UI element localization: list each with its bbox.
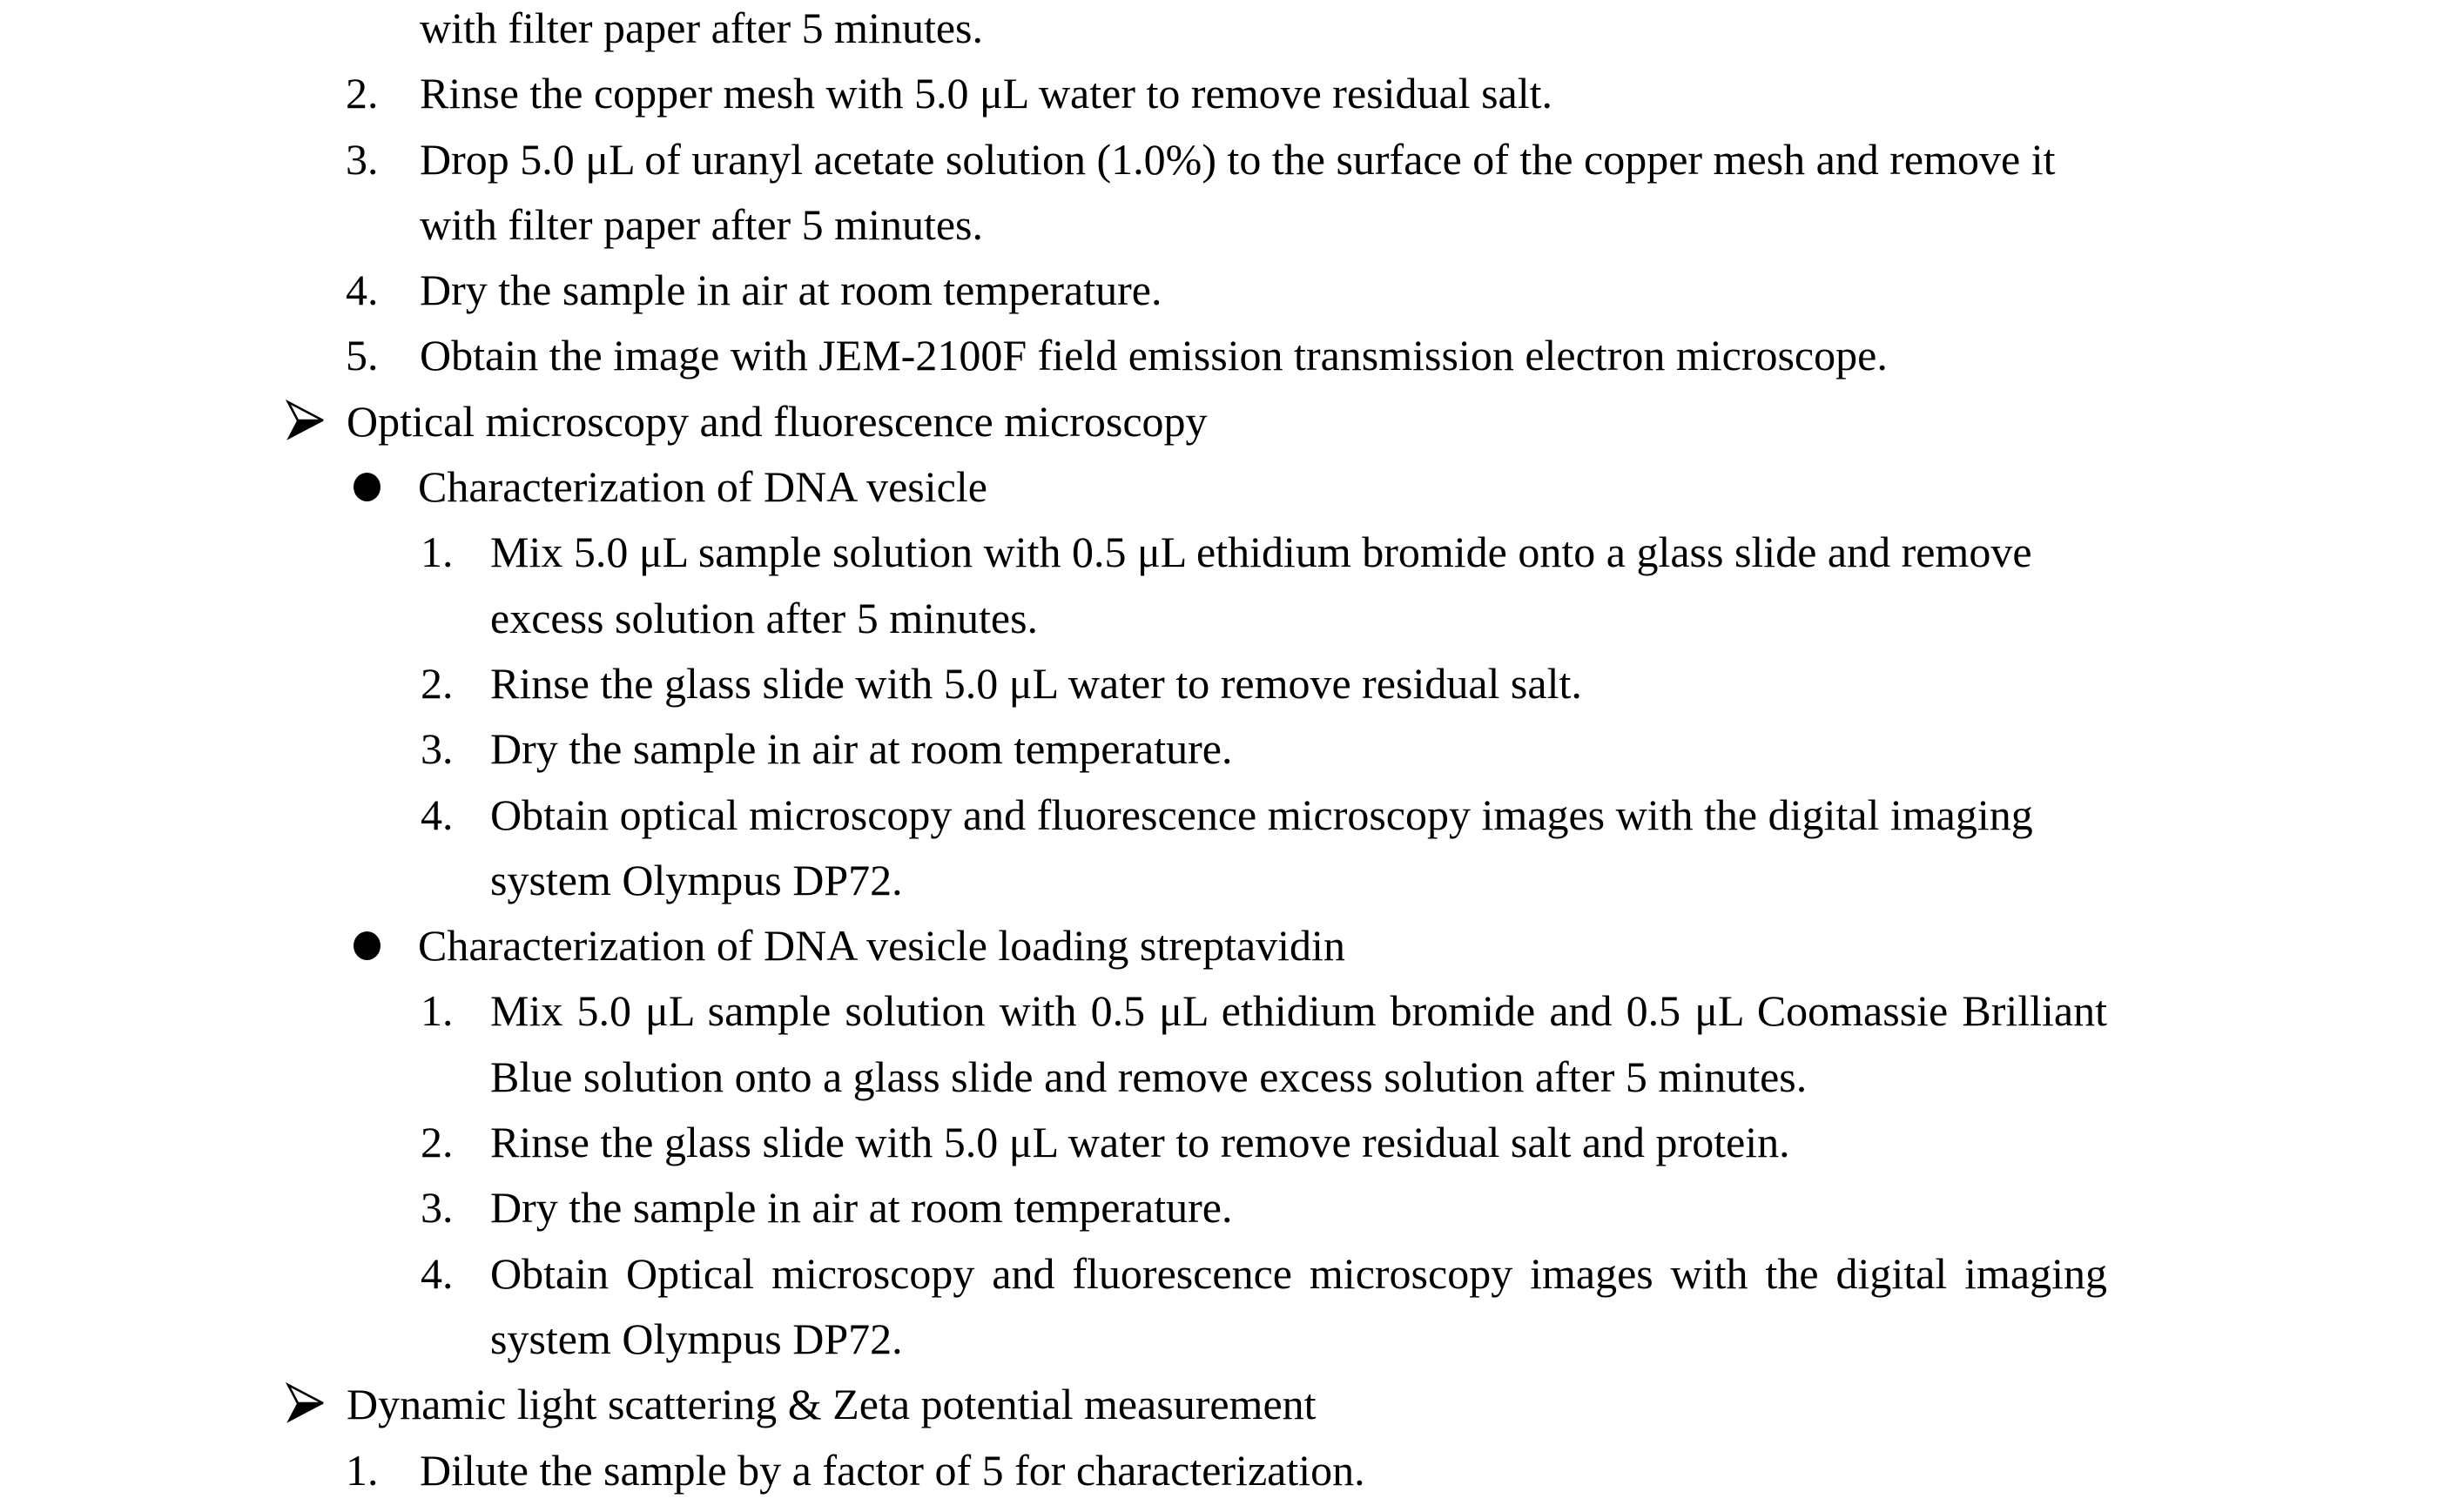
item-number: 3. bbox=[346, 134, 379, 184]
section-header bbox=[286, 1372, 2107, 1437]
item-number: 1. bbox=[421, 528, 454, 577]
circle-bullet-icon bbox=[354, 931, 381, 960]
arrow-bullet-icon bbox=[286, 400, 327, 441]
item-text: Mix 5.0 μL sample solution with 0.5 μL ethidium bromide and 0.5 μL Coomassie Brilliant Blue solution onto a glass slide and remove excess solution after 5 minutes. bbox=[490, 986, 2107, 1101]
item-text: Rinse the glass slide with 5.0 μL water to remove residual salt. bbox=[490, 658, 1582, 708]
item-text: Mix 5.0 μL sample solution with 0.5 μL ethidium bromide onto a glass slide and remove excess solution after 5 minutes. bbox=[490, 528, 2032, 642]
list-item-numbered bbox=[346, 127, 2107, 259]
item-number: 1. bbox=[421, 986, 454, 1036]
sub-section-header bbox=[351, 454, 2107, 520]
list-item-numbered bbox=[421, 1241, 2107, 1373]
item-text: with filter paper after 5 minutes. bbox=[420, 3, 983, 52]
list-item-numbered bbox=[421, 783, 2107, 914]
list-item-numbered bbox=[346, 61, 2107, 126]
list-item-continuation bbox=[420, 0, 2107, 61]
item-number: 5. bbox=[346, 331, 379, 380]
section-header bbox=[286, 389, 2107, 454]
item-number: 4. bbox=[346, 265, 379, 315]
list-item-numbered bbox=[421, 520, 2107, 651]
list-item-numbered bbox=[421, 716, 2107, 782]
arrow-bullet-icon bbox=[286, 1382, 327, 1424]
item-text: Obtain optical microscopy and fluorescence microscopy images with the digital imaging system Olympus DP72. bbox=[490, 790, 2033, 904]
item-number: 4. bbox=[421, 1248, 454, 1298]
list-item-numbered bbox=[421, 651, 2107, 716]
item-text: Dry the sample in air at room temperature. bbox=[420, 265, 1162, 315]
list-item-numbered bbox=[421, 1110, 2107, 1175]
circle-bullet-icon bbox=[354, 473, 381, 501]
item-text: Dry the sample in air at room temperature. bbox=[490, 1183, 1233, 1233]
item-number: 3. bbox=[421, 724, 454, 774]
list-item-numbered bbox=[346, 258, 2107, 323]
sub-section-header bbox=[351, 913, 2107, 978]
item-text: Dry the sample in air at room temperature. bbox=[490, 724, 1233, 774]
section-title: Dynamic light scattering & Zeta potential measurement bbox=[347, 1380, 1317, 1429]
item-text: Rinse the glass slide with 5.0 μL water to remove residual salt and protein. bbox=[490, 1118, 1790, 1167]
item-text: Obtain Optical microscopy and fluorescence microscopy images with the digital imaging system Olympus DP72. bbox=[490, 1248, 2107, 1363]
item-number: 4. bbox=[421, 790, 454, 839]
sub-section-title: Characterization of DNA vesicle bbox=[418, 462, 987, 512]
item-number: 2. bbox=[346, 69, 379, 118]
item-text: Rinse the copper mesh with 5.0 μL water to remove residual salt. bbox=[420, 69, 1553, 118]
item-number: 2. bbox=[421, 1118, 454, 1167]
sub-section-title: Characterization of DNA vesicle loading streptavidin bbox=[418, 921, 1345, 971]
item-number: 3. bbox=[421, 1183, 454, 1233]
section-title: Optical microscopy and fluorescence microscopy bbox=[347, 396, 1208, 446]
item-text: Drop 5.0 μL of uranyl acetate solution (1.0%) to the surface of the copper mesh and remove it with filter paper after 5 minutes. bbox=[420, 134, 2056, 249]
item-text: Dilute the sample by a factor of 5 for characterization. bbox=[420, 1445, 1365, 1495]
item-text: Obtain the image with JEM-2100F field emission transmission electron microscope. bbox=[420, 331, 1888, 380]
list-item-numbered bbox=[421, 978, 2107, 1110]
list-item-numbered bbox=[346, 1438, 2107, 1503]
list-item-numbered bbox=[346, 323, 2107, 388]
item-number: 1. bbox=[346, 1445, 379, 1495]
item-number: 2. bbox=[421, 658, 454, 708]
list-item-numbered bbox=[421, 1175, 2107, 1240]
